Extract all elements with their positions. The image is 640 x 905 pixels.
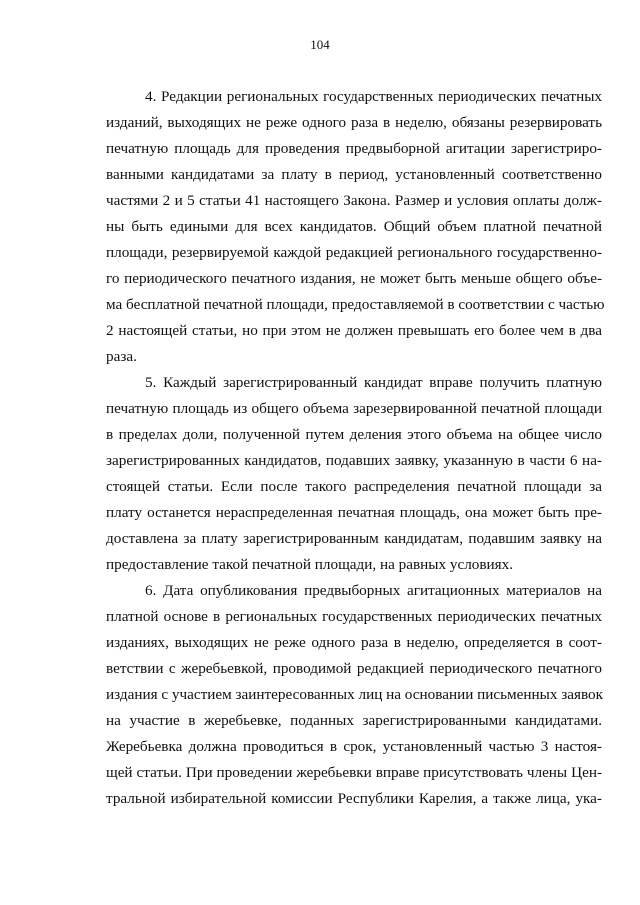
text-line: доставлена за плату зарегистрированным кандидатам, подавшим заявку на <box>106 530 602 547</box>
text-line: зарегистрированных кандидатов, подавших заявку, указанную в части 6 на- <box>106 452 602 469</box>
text-line: ма бесплатной печатной площади, предоставляемой в соответствии с частью <box>106 296 605 313</box>
text-line: тральной избирательной комиссии Республики Карелия, а также лица, ука- <box>106 790 602 807</box>
text-line: изданиях, выходящих не реже одного раза в неделю, определяется в соот- <box>106 634 602 651</box>
text-line: на участие в жеребьевке, поданных зарегистрированными кандидатами. <box>106 712 602 729</box>
text-line: изданий, выходящих не реже одного раза в неделю, обязаны резервировать <box>106 114 602 131</box>
text-line: в пределах доли, полученной путем деления этого объема на общее число <box>106 426 602 443</box>
text-line: 2 настоящей статьи, но при этом не должен превышать его более чем в два <box>106 322 602 339</box>
text-line: частями 2 и 5 статьи 41 настоящего Закона. Размер и условия оплаты долж- <box>106 192 602 209</box>
page-number: 104 <box>310 37 330 52</box>
text-line: раза. <box>106 348 137 365</box>
text-line: го периодического печатного издания, не может быть меньше общего объе- <box>106 270 602 287</box>
body-text <box>106 84 605 812</box>
text-line: печатную площадь для проведения предвыборной агитации зарегистриро- <box>106 140 602 157</box>
text-line: 6. Дата опубликования предвыборных агитационных материалов на <box>145 582 602 599</box>
text-line: стоящей статьи. Если после такого распределения печатной площади за <box>106 478 602 495</box>
text-line: предоставление такой печатной площади, на равных условиях. <box>106 556 514 573</box>
text-line: ны быть едиными для всех кандидатов. Общий объем платной печатной <box>106 218 602 235</box>
text-line: платной основе в региональных государственных периодических печатных <box>106 608 602 625</box>
text-line: ветствии с жеребьевкой, проводимой редакцией периодического печатного <box>106 660 602 677</box>
text-line: Жеребьевка должна проводиться в срок, установленный частью 3 настоя- <box>106 738 602 755</box>
text-line: 4. Редакции региональных государственных периодических печатных <box>145 88 602 105</box>
text-line: издания с участием заинтересованных лиц на основании письменных заявок <box>106 686 604 703</box>
text-line: ванными кандидатами за плату в период, установленный соответственно <box>106 166 602 183</box>
text-line: печатную площадь из общего объема зарезервированной печатной площади <box>106 400 602 417</box>
text-line: плату останется нераспределенная печатная площадь, она может быть пре- <box>106 504 602 521</box>
text-line: 5. Каждый зарегистрированный кандидат вправе получить платную <box>145 374 602 391</box>
text-line: площади, резервируемой каждой редакцией регионального государственно- <box>106 244 602 261</box>
text-line: щей статьи. При проведении жеребьевки вправе присутствовать члены Цен- <box>106 764 602 781</box>
